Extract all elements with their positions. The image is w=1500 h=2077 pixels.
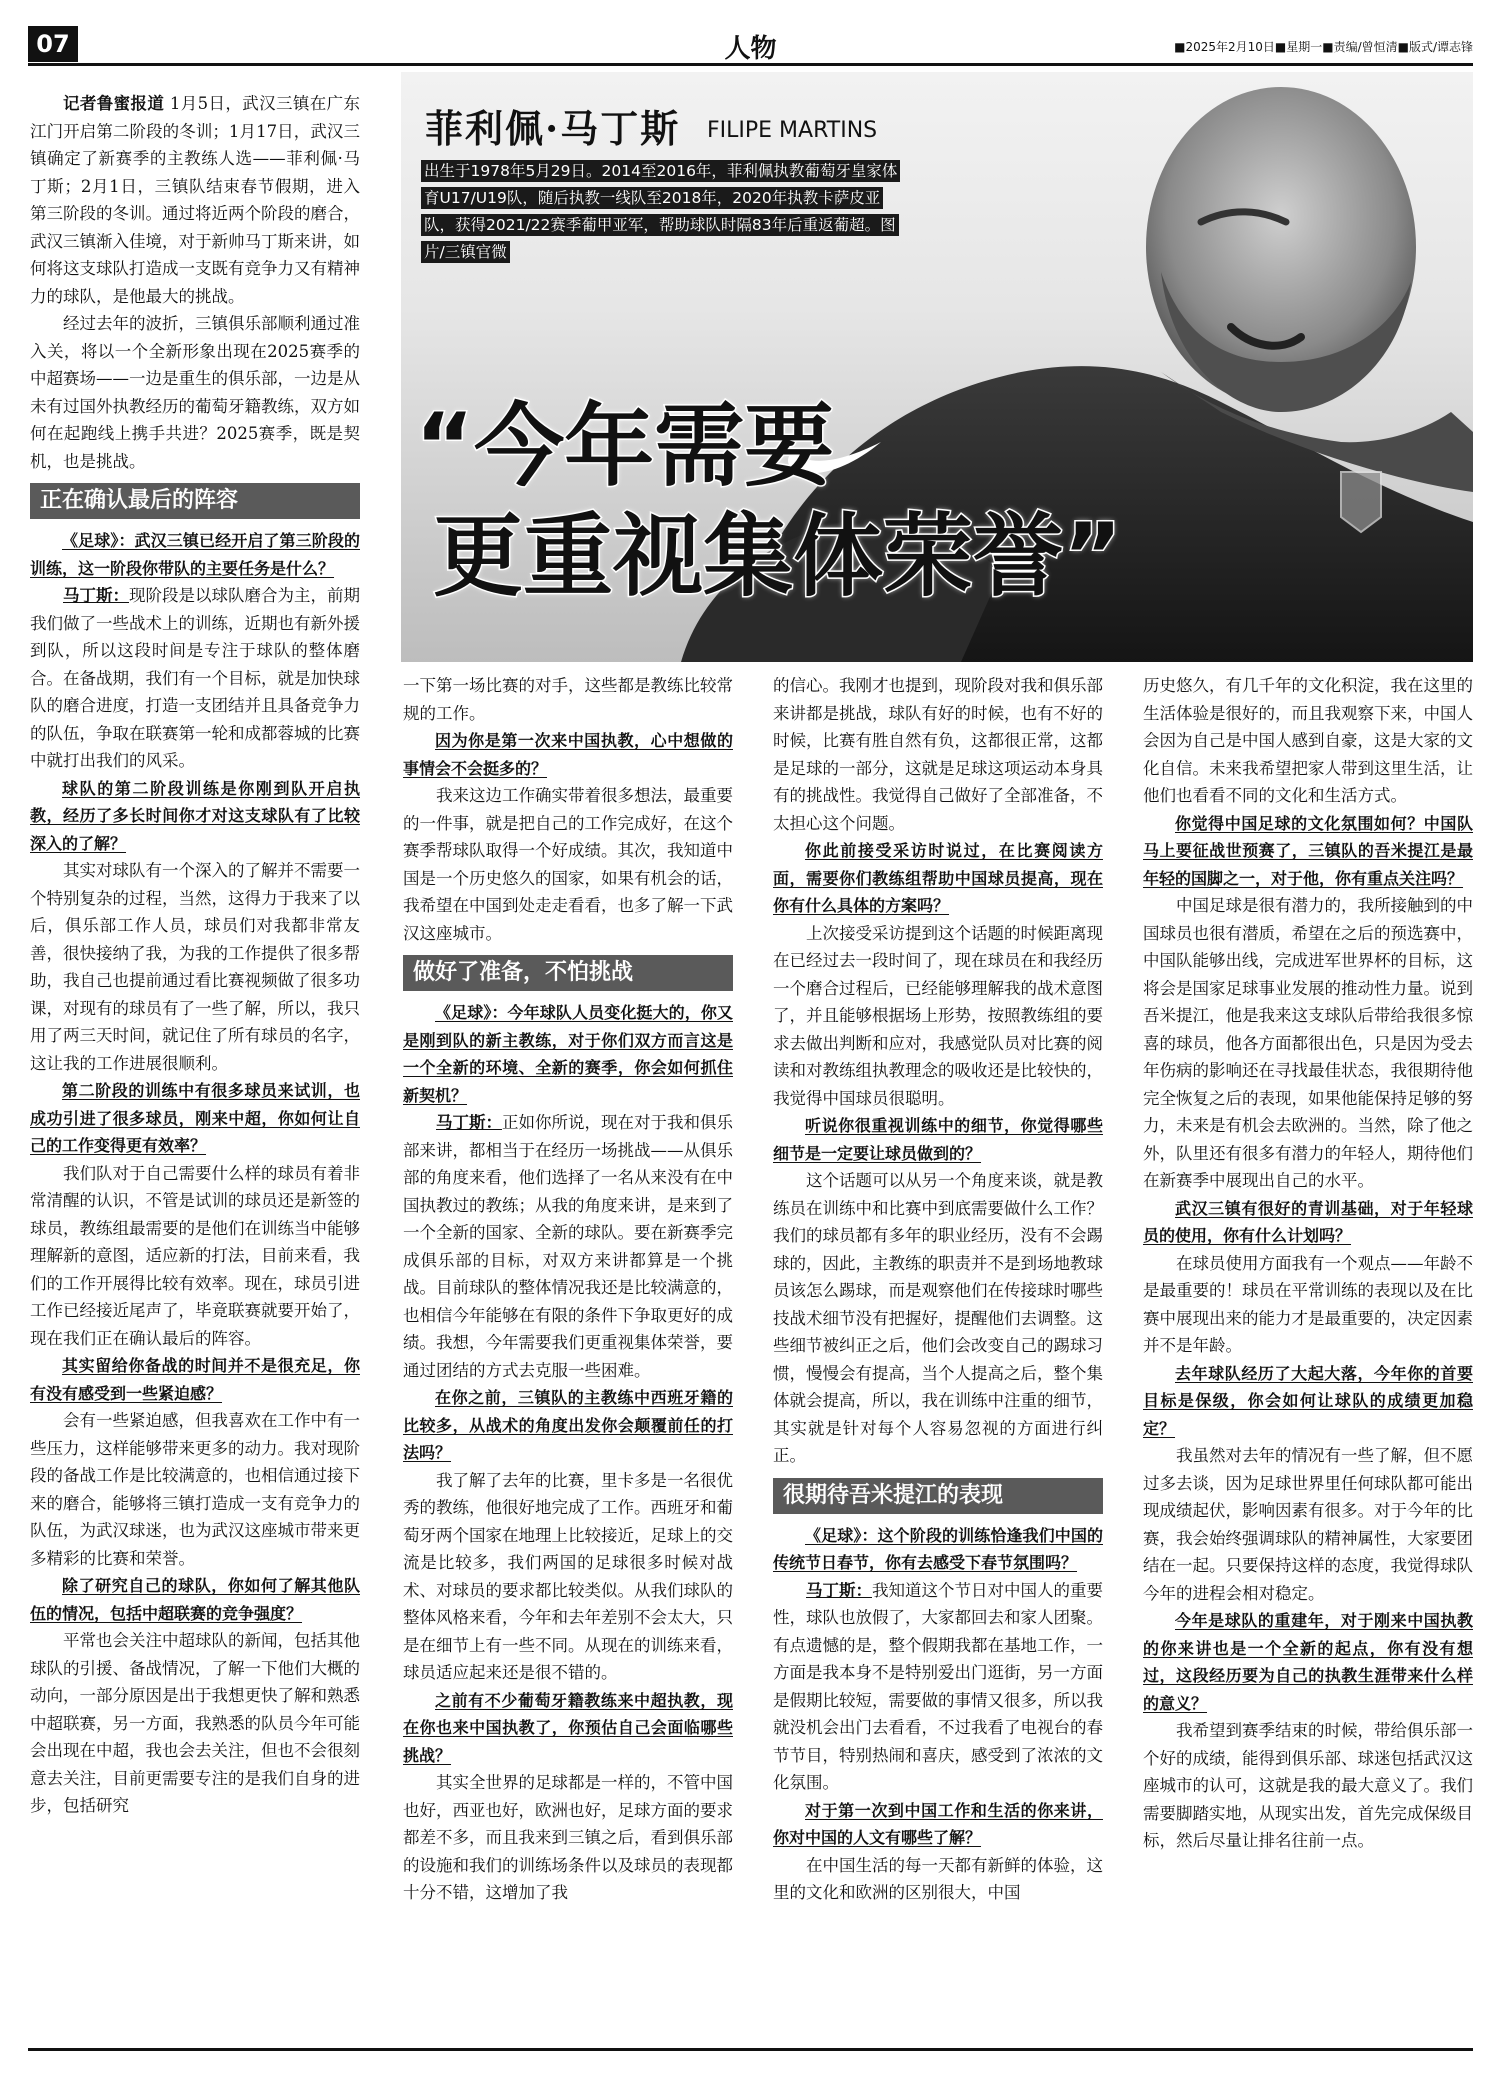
- answer-continued: 的信心。我刚才也提到，现阶段对我和俱乐部来讲都是挑战，球队有好的时候，也有不好的时候，比赛有胜自然有负，这都很正常，这都是足球的一部分，这就是足球这项运动本身具有的挑战性。我觉得自己做好了全部准备，不太担心这个问题。: [773, 676, 1103, 833]
- question: 除了研究自己的球队，你如何了解其他队伍的情况，包括中超联赛的竞争强度？: [30, 1576, 360, 1623]
- speaker-label: 马丁斯：: [806, 1580, 872, 1600]
- question: 对于第一次到中国工作和生活的你来讲，你对中国的人文有哪些了解？: [773, 1800, 1103, 1847]
- question: 《足球》：这个阶段的训练恰逢我们中国的传统节日春节，你有去感受下春节氛围吗？: [773, 1525, 1103, 1572]
- question: 球队的第二阶段训练是你刚到队开启执教，经历了多长时间你才对这支球队有了比较深入的了解？: [30, 778, 360, 853]
- section-title: 人物: [724, 34, 777, 64]
- answer: 马丁斯：现阶段是以球队磨合为主，前期我们做了一些战术上的训练，近期也有新外援到队，所以这段时间是专注于球队的整体磨合。在备战期，我们有一个目标，就是加快球队的磨合进度，打造一支团结并且具备竞争力的队伍，争取在联赛第一轮和成都蓉城的比赛中就打出我们的风采。: [30, 586, 360, 770]
- dateline: ■2025年2月10日■星期一■责编/曾恒清■版式/谭志锋: [1174, 40, 1473, 54]
- answer-continued: 历史悠久，有几千年的文化积淀，我在这里的生活体验是很好的，而且我观察下来，中国人会因为自己是中国人感到自豪，这是大家的文化自信。未来我希望把家人带到这里生活，让他们也看看不同的文化和生活方式。: [1143, 676, 1473, 805]
- answer: 其实全世界的足球都是一样的，不管中国也好，西亚也好，欧洲也好，足球方面的要求都差不多，而且我来到三镇之后，看到俱乐部的设施和我们的训练场条件以及球员的表现都十分不错，这增加了我: [403, 1773, 733, 1902]
- article-column-1: [30, 90, 360, 2040]
- question: 《足球》：武汉三镇已经开启了第三阶段的训练，这一阶段你带队的主要任务是什么？: [30, 531, 360, 578]
- speaker-label: 马丁斯：: [63, 586, 129, 605]
- question: 今年是球队的重建年，对于刚来中国执教的你来讲也是一个全新的起点，你有没有想过，这段经历要为自己的执教生涯带来什么样的意义？: [1143, 1611, 1473, 1713]
- page-number: 07: [28, 26, 78, 62]
- subhead: 很期待吾米提江的表现: [773, 1478, 1103, 1514]
- answer: 我希望到赛季结束的时候，带给俱乐部一个好的成绩，能得到俱乐部、球迷包括武汉这座城市的认可，这就是我的最大意义了。我们需要脚踏实地，从现实出发，首先完成保级目标，然后尽量让排名往前一点。: [1143, 1721, 1473, 1850]
- answer: 马丁斯：我知道这个节日对中国人的重要性，球队也放假了，大家都回去和家人团聚。有点遗憾的是，整个假期我都在基地工作，一方面是我本身不是特别爱出门逛街，另一方面是假期比较短，需要做的事情又很多，所以我就没机会出门去看看，不过我看了电视台的春节节目，特别热闹和喜庆，感受到了浓浓的文化氛围。: [773, 1580, 1103, 1792]
- question: 在你之前，三镇队的主教练中西班牙籍的比较多，从战术的角度出发你会颠覆前任的打法吗？: [403, 1388, 733, 1462]
- question: 你此前接受采访时说过，在比赛阅读方面，需要你们教练组帮助中国球员提高，现在你有什么具体的方案吗？: [773, 841, 1103, 915]
- subject-name-chinese: 菲利佩·马丁斯: [425, 106, 681, 151]
- question: 武汉三镇有很好的青训基础，对于年轻球员的使用，你有什么计划吗？: [1143, 1198, 1473, 1245]
- answer: 中国足球是很有潜力的，我所接触到的中国球员也很有潜质，希望在之后的预选赛中，中国队能够出线，完成进军世界杯的目标，这将会是国家足球事业发展的推动性力量。说到吾米提江，他是我来这支球队后带给我很多惊喜的球员，他各方面都很出色，只是因为受去年伤病的影响还在寻找最佳状态，我很期待他完全恢复之后的表现，如果他能保持足够的努力，未来是有机会去欧洲的。当然，除了他之外，队里还有很多有潜力的年轻人，期待他们在新赛季中展现出自己的水平。: [1143, 896, 1473, 1190]
- headline-line-1: “今年需要: [415, 394, 835, 499]
- answer: 平常也会关注中超球队的新闻，包括其他球队的引援、备战情况，了解一下他们大概的动向，一部分原因是出于我想更快了解和熟悉中超联赛，另一方面，我熟悉的队员今年可能会出现在中超，我也会去关注，但也不会很刻意去关注，目前更需要专注的是我们自身的进步，包括研究: [30, 1631, 360, 1815]
- subject-name-english: FILIPE MARTINS: [707, 118, 878, 143]
- article-column-4: [1143, 672, 1473, 2040]
- answer: 上次接受采访提到这个话题的时候距离现在已经过去一段时间了，现在球员在和我经历一个磨合过程后，已经能够理解我的战术意图了，并且能够根据场上形势，按照教练组的要求去做出判断和应对，我感觉队员对比赛的阅读和对教练组执教理念的吸收还是比较快的，我觉得中国球员很聪明。: [773, 923, 1103, 1108]
- feature-photo: [401, 72, 1473, 662]
- page-header: [28, 26, 1473, 66]
- answer: 我来这边工作确实带着很多想法，最重要的一件事，就是把自己的工作完成好，在这个赛季帮球队取得一个好成绩。其次，我知道中国是一个历史悠久的国家，如果有机会的话，我希望在中国到处走走看看，也多了解一下武汉这座城市。: [403, 786, 733, 943]
- speaker-label: 马丁斯：: [436, 1113, 502, 1132]
- paragraph: 经过去年的波折，三镇俱乐部顺利通过准入关，将以一个全新形象出现在2025赛季的中超赛场——一边是重生的俱乐部，一边是从未有过国外执教经历的葡萄牙籍教练，双方如何在起跑线上携手共进？2025赛季，既是契机，也是挑战。: [30, 314, 360, 471]
- question: 你觉得中国足球的文化氛围如何？中国队马上要征战世预赛了，三镇队的吾米提江是最年轻的国脚之一，对于他，你有重点关注吗？: [1143, 813, 1473, 888]
- answer: 会有一些紧迫感，但我喜欢在工作中有一些压力，这样能够带来更多的动力。我对现阶段的备战工作是比较满意的，也相信通过接下来的磨合，能够将三镇打造成一支有竞争力的队伍，为武汉球迷，也为武汉这座城市带来更多精彩的比赛和荣誉。: [30, 1411, 360, 1568]
- answer: 其实对球队有一个深入的了解并不需要一个特别复杂的过程，当然，这得力于我来了以后，俱乐部工作人员，球员们对我都非常友善，很快接纳了我，为我的工作提供了很多帮助，我自己也提前通过看比赛视频做了很多功课，对现有的球员有了一些了解，所以，我只用了两三天时间，就记住了所有球员的名字，这让我的工作进展很顺利。: [30, 861, 360, 1073]
- answer-continued: 一下第一场比赛的对手，这些都是教练比较常规的工作。: [403, 676, 733, 723]
- headline-line-2: 更重视集体荣誉”: [433, 504, 1123, 609]
- bottom-rule: [28, 2048, 1473, 2051]
- answer: 在球员使用方面我有一个观点——年龄不是最重要的！球员在平常训练的表现以及在比赛中展现出来的能力才是最重要的，决定因素并不是年龄。: [1143, 1253, 1473, 1355]
- answer: 我了解了去年的比赛，里卡多是一名很优秀的教练，他很好地完成了工作。西班牙和葡萄牙两个国家在地理上比较接近，足球上的交流是比较多，我们两国的足球很多时候对战术、对球员的要求都比较类似。从我们球队的整体风格来看，今年和去年差别不会太大，只是在细节上有一些不同。从现在的训练来看，球员适应起来还是很不错的。: [403, 1470, 733, 1682]
- subject-bio: [421, 158, 899, 266]
- intro-paragraph: 记者鲁蜜报道 1月5日，武汉三镇在广东江门开启第二阶段的冬训；1月17日，武汉三镇确定了新赛季的主教练人选——菲利佩·马丁斯；2月1日，三镇队结束春节假期，进入第三阶段的冬训。通过将近两个阶段的磨合，武汉三镇渐入佳境，对于新帅马丁斯来讲，如何将这支球队打造成一支既有竞争力又有精神力的球队，是他最大的挑战。: [30, 94, 360, 306]
- question: 去年球队经历了大起大落，今年你的首要目标是保级，你会如何让球队的成绩更加稳定？: [1143, 1363, 1473, 1438]
- answer: 我们队对于自己需要什么样的球员有着非常清醒的认识，不管是试训的球员还是新签的球员，教练组最需要的是他们在训练当中能够理解新的意图，适应新的打法，目前来看，我们的工作开展得比较有效率。现在，球员引进工作已经接近尾声了，毕竟联赛就要开始了，现在我们正在确认最后的阵容。: [30, 1163, 360, 1348]
- article-column-2: [403, 672, 733, 2040]
- answer: 我虽然对去年的情况有一些了解，但不愿过多去谈，因为足球世界里任何球队都可能出现成绩起伏，影响因素有很多。对于今年的比赛，我会始终强调球队的精神属性，大家要团结在一起。只要保持这样的态度，我觉得球队今年的进程会相对稳定。: [1143, 1446, 1473, 1603]
- answer: 这个话题可以从另一个角度来谈，就是教练员在训练中和比赛中到底需要做什么工作？我们的球员都有多年的职业经历，没有不会踢球的，因此，主教练的职责并不是到场地教球员该怎么踢球，而是观察他们在传接球时哪些技战术细节没有把握好，提醒他们去调整。这些细节被纠正之后，他们会改变自己的踢球习惯，慢慢会有提高，当个人提高之后，整个集体就会提高，所以，我在训练中注重的细节，其实就是针对每个人容易忽视的方面进行纠正。: [773, 1171, 1103, 1465]
- question: 听说你很重视训练中的细节，你觉得哪些细节是一定要让球员做到的？: [773, 1116, 1103, 1163]
- article-column-3: [773, 672, 1103, 2040]
- question: 其实留给你备战的时间并不是很充足，你有没有感受到一些紧迫感？: [30, 1356, 360, 1403]
- answer: 在中国生活的每一天都有新鲜的体验，这里的文化和欧洲的区别很大，中国: [773, 1855, 1103, 1902]
- headline: [415, 392, 1122, 612]
- question: 第二阶段的训练中有很多球员来试训，也成功引进了很多球员，刚来中超，你如何让自己的工作变得更有效率？: [30, 1081, 360, 1155]
- subhead: 正在确认最后的阵容: [30, 483, 360, 519]
- subhead: 做好了准备，不怕挑战: [403, 955, 733, 991]
- subject-bio-text: 出生于1978年5月29日。2014至2016年，菲利佩执教葡萄牙皇家体育U17/U19队，随后执教一线队至2018年，2020年执教卡萨皮亚队，获得2021/22赛季葡甲亚军，帮助球队时隔83年后重返葡超。图片/三镇官微: [421, 160, 900, 263]
- question: 之前有不少葡萄牙籍教练来中超执教，现在你也来中国执教了，你预估自己会面临哪些挑战？: [403, 1690, 733, 1765]
- question: 《足球》：今年球队人员变化挺大的，你又是刚到队的新主教练，对于你们双方而言这是一个全新的环境、全新的赛季，你会如何抓住新契机？: [403, 1003, 733, 1105]
- answer: 马丁斯：正如你所说，现在对于我和俱乐部来讲，都相当于在经历一场挑战——从俱乐部的角度来看，他们选择了一名从来没有在中国执教过的教练；从我的角度来讲，是来到了一个全新的国家、全新的球队。要在新赛季完成俱乐部的目标，对双方来讲都算是一个挑战。目前球队的整体情况我还是比较满意的，也相信今年能够在有限的条件下争取更好的成绩。我想，今年需要我们更重视集体荣誉，要通过团结的方式去克服一些困难。: [403, 1113, 733, 1380]
- byline: 记者鲁蜜报道: [63, 94, 165, 113]
- question: 因为你是第一次来中国执教，心中想做的事情会不会挺多的？: [403, 731, 733, 778]
